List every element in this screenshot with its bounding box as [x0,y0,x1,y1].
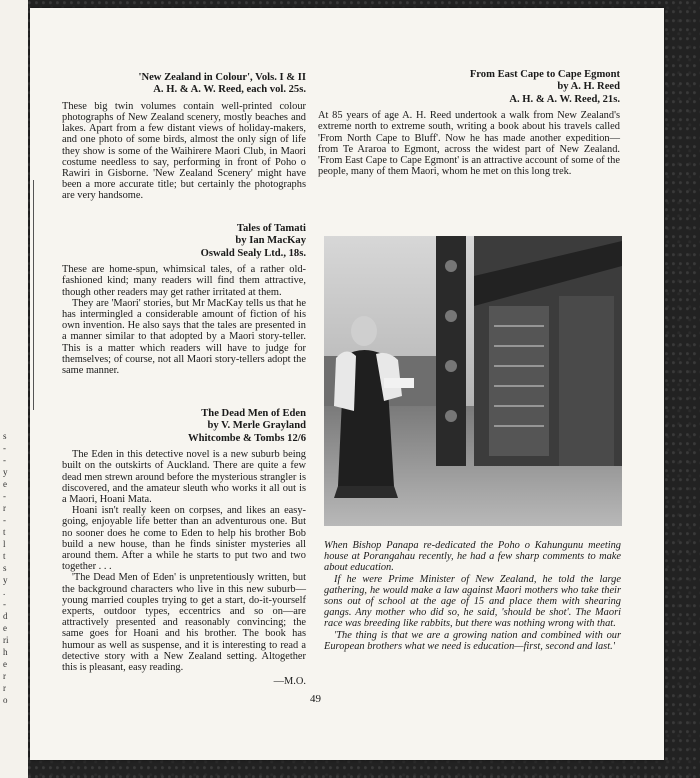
review-author: by Ian MacKay [235,235,306,247]
review-east-cape-to-cape-egmont [318,69,620,177]
margin-fragment: - [3,491,6,501]
margin-fragment: - [3,599,6,609]
review-author: by V. Merle Grayland [207,420,306,432]
review-heading [318,69,620,106]
review-paragraph: These big twin volumes contain well-printed colour photographs of New Zealand scenery, mostly beaches and lakes. Apart from a few distant views of holiday-makers, and one photo of some birds, almost the only sign of life they show is some of the Waihirere Maori Club, in Maori costume needless to say, performing in front of Poho o Rawiri in Gisborne. 'New Zealand Scenery' might have been a more accurate title; but certainly the photographs are very handsome. [62,100,306,202]
margin-fragment: t [3,551,6,561]
review-title: From East Cape to Cape Egmont [469,69,620,80]
review-byline: A. H. & A. W. Reed, each vol. 25s. [153,84,306,96]
margin-fragment: y [3,575,8,585]
margin-fragment: - [3,515,6,525]
review-heading [62,223,306,260]
margin-fragment: l [3,539,6,549]
margin-fragment: d [3,611,8,621]
margin-fragment: . [3,587,6,597]
review-paragraph: At 85 years of age A. H. Reed undertook a walk from New Zealand's extreme north to extreme south, writing a book about his travels called 'From North Cape to Bluff'. Now he has made another expedition—from Te Araroa to Egmont, across the widest part of New Zealand. 'From East Cape to Cape Egmont' is an attractive account of some of the people, many of them Maori, whom he met on this long trek. [318,110,620,178]
review-author: by A. H. Reed [557,81,620,93]
margin-fragment: t [3,527,6,537]
review-title: 'New Zealand in Colour', Vols. I & II [138,72,306,83]
review-new-zealand-in-colour [62,72,306,202]
margin-fragment: o [3,695,8,705]
review-paragraph: These are home-spun, whimsical tales, of a rather old-fashioned kind; many readers will find them attractive, though other readers may get rather irritated at them. [62,264,306,298]
review-byline: Whitcombe & Tombs 12/6 [187,432,306,444]
photograph-bishop-meeting-house [324,236,622,526]
review-paragraph: They are 'Maori' stories, but Mr MacKay tells us that he has intermingled a considerable amount of fiction of his own invention. He also says that the tales are presented in a manner similar to that adopted by a Maori story-teller. This is a matter which readers will have to judge for themselves; of course, not all Maori story-tellers adopt the same manner. [62,297,306,377]
margin-fragment: e [3,479,7,489]
review-heading [62,408,306,445]
caption-paragraph: When Bishop Panapa re-dedicated the Poho o Kahungunu meeting house at Porangahau recently, he had a few sharp comments to make about education. [324,540,621,574]
review-paragraph: The Eden in this detective novel is a new suburb being built on the outskirts of Auckland. There are quite a few dead men strewn around before the mysterious strangler is discovered, and the amateur sleuth who works it all out is a Maori, Hoani Mata. [62,449,306,506]
review-paragraph: 'The Dead Men of Eden' is unpretentiously written, but the background characters who live in this new suburb—young married couples trying to get a start, do-it-yourself experts, outdoor types, eccentrics and so on—are attractively presented and reasonably convincing; the same goes for Hoani and his brother. The book has humour as well as suspense, and it is interesting to read a detective story with a New Zealand setting. Altogether this is pleasant, easy reading. [62,572,306,674]
margin-fragment: s [3,431,7,441]
review-byline: Oswald Sealy Ltd., 18s. [200,247,306,259]
photo-caption [324,540,621,652]
page-number: 49 [310,693,321,705]
caption-paragraph: 'The thing is that we are a growing nation and combined with our European brothers what we need is education—first, second and last.' [324,629,621,652]
review-dead-men-of-eden [62,408,306,687]
margin-fragment: ri [3,635,9,645]
facing-page-edge [0,0,28,778]
review-byline: A. H. & A. W. Reed, 21s. [509,93,620,105]
review-paragraph: Hoani isn't really keen on corpses, and likes an easy-going, enjoyable life better than an adventurous one. But no sooner does he come to Eden to help his brother Bob build a new house, than he finds sinister mysteries all around them. After a while he starts to put two and two together . . . [62,505,306,573]
margin-fragment: h [3,647,8,657]
margin-fragment: - [3,443,6,453]
margin-fragment: r [3,683,6,693]
review-signoff: —M.O. [273,676,306,688]
binding-rule [33,180,34,410]
margin-fragment: r [3,503,6,513]
margin-fragment: s [3,563,7,573]
review-title: Tales of Tamati [236,223,306,234]
review-heading [62,72,306,97]
margin-fragment: e [3,659,7,669]
margin-fragment: - [3,455,6,465]
margin-fragment: r [3,671,6,681]
review-title: The Dead Men of Eden [201,408,306,419]
caption-paragraph: If he were Prime Minister of New Zealand, he told the large gathering, he would make a law against Maori mothers who take their sons out of school at the age of 15 and place them with shearing gangs. Any mother who did so, he said, 'should be shot'. The Maori race was breeding like rabbits, but there was nothing wrong with that. [324,573,621,630]
review-tales-of-tamati [62,223,306,376]
margin-fragment: y [3,467,8,477]
margin-fragment: e [3,623,7,633]
